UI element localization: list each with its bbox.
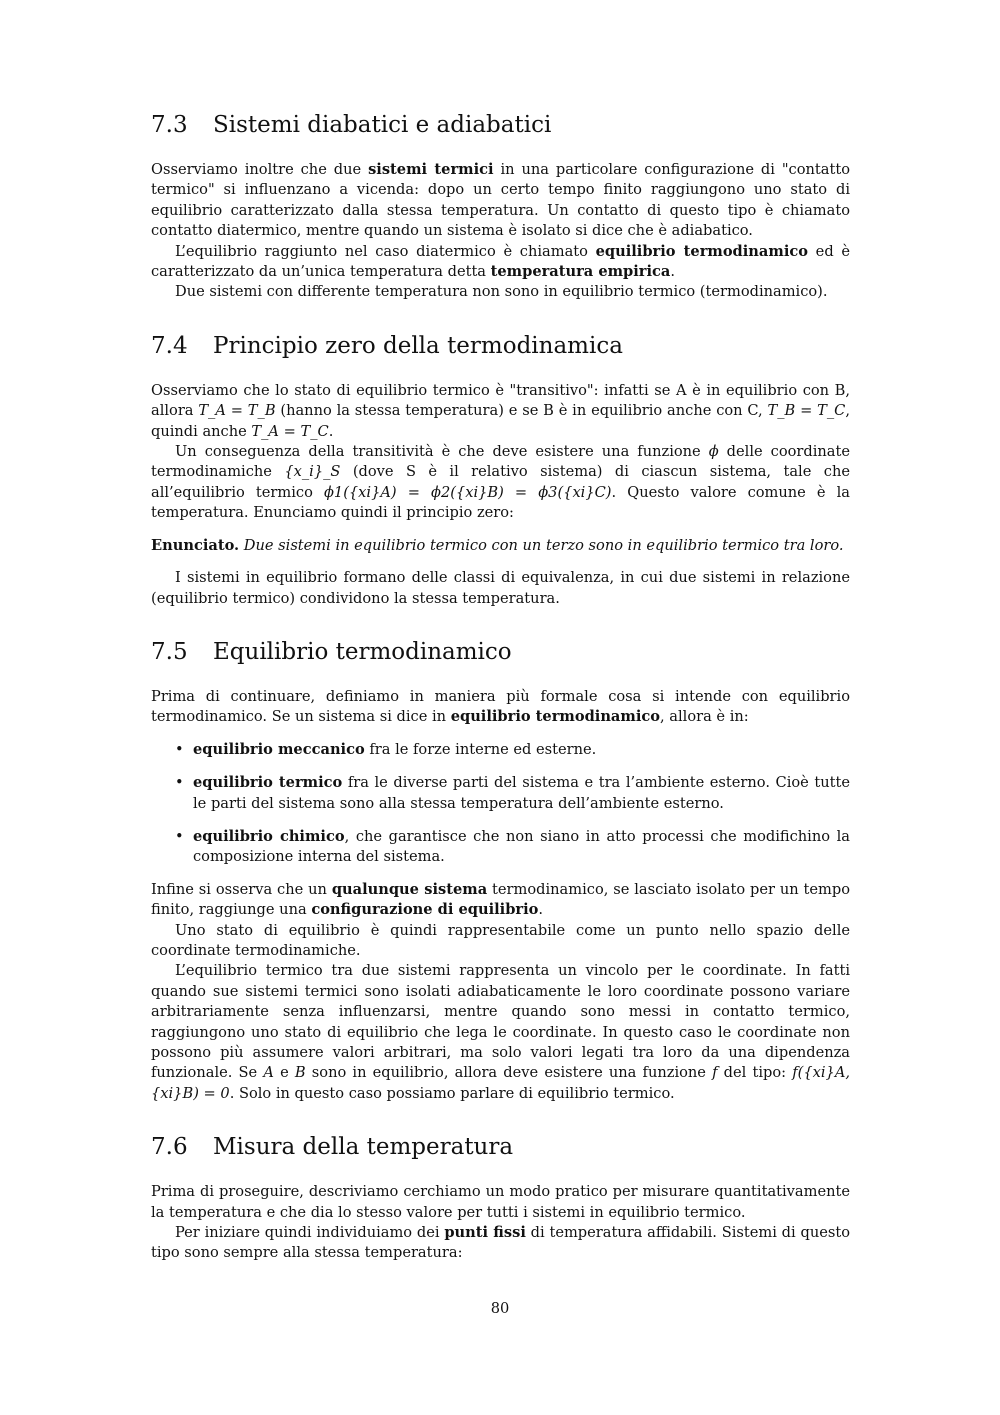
paragraph: Uno stato di equilibrio è quindi rappresentabile come un punto nello spazio delle coordinate termodinamiche. bbox=[151, 921, 850, 959]
math-expression: A bbox=[263, 1064, 274, 1082]
math-expression: T_A = T_C bbox=[251, 422, 329, 440]
math-expression: f({xi}A, {xi}B) = 0 bbox=[151, 1064, 850, 1102]
paragraph: Per iniziare quindi individuiamo dei punti fissi di temperatura affidabili. Sistemi di questo tipo sono sempre alla stessa temperatura: bbox=[151, 1224, 850, 1262]
bullet-list bbox=[151, 740, 850, 868]
section-7-6 bbox=[151, 1134, 850, 1264]
bold-term: temperatura empirica bbox=[490, 263, 671, 281]
page-number: 80 bbox=[490, 1300, 510, 1317]
math-expression: T_B = T_C bbox=[767, 402, 846, 420]
paragraph: L’equilibrio raggiunto nel caso diatermico è chiamato equilibrio termodinamico ed è caratterizzato da un’unica temperatura detta temperatura empirica. bbox=[151, 242, 850, 281]
paragraph: Prima di proseguire, descriviamo cerchiamo un modo pratico per misurare quantitativamente la temperatura e che dia lo stesso valore per tutti i sistemi in equilibrio termico. bbox=[151, 1183, 850, 1221]
bullet-icon: • bbox=[175, 827, 184, 845]
enunciato bbox=[151, 536, 850, 556]
math-expression: f bbox=[712, 1064, 718, 1082]
section-heading bbox=[151, 333, 850, 359]
page-content bbox=[151, 112, 850, 1294]
paragraph: Prima di continuare, definiamo in maniera più formale cosa si intende con equilibrio termodinamico. Se un sistema si dice in equilibrio termodinamico, allora è in: bbox=[151, 687, 850, 726]
section-heading bbox=[151, 112, 850, 138]
bullet-icon: • bbox=[175, 774, 184, 792]
paragraph: Osserviamo inoltre che due sistemi termici in una particolare configurazione di "contatto termico" si influenzano a vicenda: dopo un certo tempo finito raggiungono uno stato di equilibrio caratterizzato dalla stessa temperatura. Un contatto di questo tipo è chiamato contatto diatermico, mentre quando un sistema è isolato si dice che è adiabatico. bbox=[151, 161, 850, 240]
paragraph: Osserviamo che lo stato di equilibrio termico è "transitivo": infatti se A è in equilibrio con B, allora T_A = T_B (hanno la stessa temperatura) e se B è in equilibrio anche con C, T_B = T_C, quindi anche T_A = T_C. bbox=[151, 381, 850, 440]
section-heading bbox=[151, 1134, 850, 1160]
list-item: • equilibrio meccanico fra le forze interne ed esterne. bbox=[193, 740, 850, 760]
section-number: 7.3 bbox=[151, 112, 188, 138]
bold-term: equilibrio termodinamico bbox=[450, 708, 660, 726]
bold-term: punti fissi bbox=[444, 1224, 526, 1242]
paragraph: Un conseguenza della transitività è che deve esistere una funzione ϕ delle coordinate termodinamiche {x_i}_S (dove S è il relativo sistema) di ciascun sistema, tale che all’equilibrio termico ϕ1({xi}A) = ϕ2({xi}B) = ϕ3({xi}C). Questo valore comune è la temperatura. Enunciamo quindi il principio zero: bbox=[151, 443, 850, 522]
section-number: 7.5 bbox=[151, 638, 188, 665]
paragraph: Infine si osserva che un qualunque sistema termodinamico, se lasciato isolato per un tempo finito, raggiunge una configurazione di equilibrio. bbox=[151, 880, 850, 919]
bold-term: qualunque sistema bbox=[331, 880, 488, 898]
section-title: Equilibrio termodinamico bbox=[213, 638, 512, 665]
math-expression: ϕ bbox=[708, 443, 719, 461]
list-item: • equilibrio chimico, che garantisce che non siano in atto processi che modifichino la composizione interna del sistema. bbox=[175, 827, 850, 866]
math-expression: {x_i}_S bbox=[284, 463, 341, 481]
math-expression: T_A = T_B bbox=[198, 402, 276, 420]
list-item: • equilibrio termico fra le diverse parti del sistema e tra l’ambiente esterno. Cioè tutte le parti del sistema sono alla stessa temperatura dell’ambiente esterno. bbox=[175, 774, 850, 812]
bold-term: sistemi termici bbox=[368, 161, 494, 178]
section-heading bbox=[151, 639, 850, 665]
bold-term: equilibrio termodinamico bbox=[595, 242, 808, 260]
bullet-icon: • bbox=[175, 740, 184, 758]
paragraph: L’equilibrio termico tra due sistemi rappresenta un vincolo per le coordinate. In fatti quando sue sistemi termici sono isolati adiabaticamente le loro coordinate possono variare arbitrariamente senza influenzarsi, mentre quando sono messi in contatto termico, raggiungono uno stato di equilibrio che lega le coordinate. In questo caso le coordinate non possono più assumere valori arbitrari, ma solo valori legati tra loro da una dipendenza funzionale. Se A e B sono in equilibrio, allora deve esistere una funzione f del tipo: f({xi}A, {xi}B) = 0. Solo in questo caso possiamo parlare di equilibrio termico. bbox=[151, 962, 850, 1102]
enunciato-text: Due sistemi in equilibrio termico con un terzo sono in equilibrio termico tra loro. bbox=[243, 536, 844, 554]
section-title: Principio zero della termodinamica bbox=[213, 332, 623, 359]
section-title: Sistemi diabatici e adiabatici bbox=[213, 112, 552, 138]
math-expression: B bbox=[294, 1064, 306, 1082]
paragraph: I sistemi in equilibrio formano delle classi di equivalenza, in cui due sistemi in relazione (equilibrio termico) condividono la stessa temperatura. bbox=[151, 569, 850, 607]
section-7-3 bbox=[151, 112, 850, 303]
section-number: 7.6 bbox=[151, 1134, 188, 1161]
bold-term: configurazione di equilibrio bbox=[311, 901, 539, 919]
section-title: Misura della temperatura bbox=[213, 1134, 514, 1161]
section-7-5 bbox=[151, 639, 850, 1104]
paragraph: Due sistemi con differente temperatura non sono in equilibrio termico (termodinamico). bbox=[175, 283, 828, 301]
section-7-4 bbox=[151, 333, 850, 609]
section-number: 7.4 bbox=[151, 332, 188, 359]
enunciato-label: Enunciato. bbox=[151, 536, 240, 554]
math-expression: ϕ1({xi}A) = ϕ2({xi}B) = ϕ3({xi}C) bbox=[323, 483, 612, 501]
